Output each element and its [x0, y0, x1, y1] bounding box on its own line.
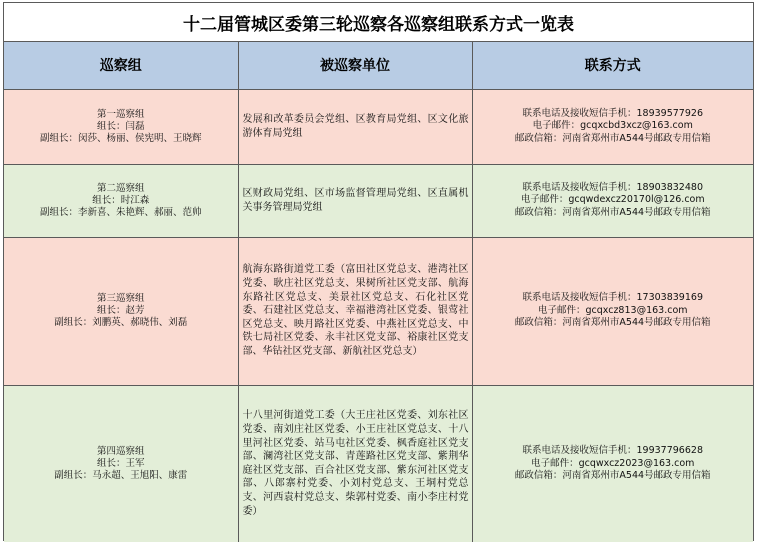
group-cell — [4, 89, 238, 164]
header-contact: 联系方式 — [472, 42, 753, 89]
units-cell: 十八里河街道党工委（大王庄社区党委、刘东社区党委、南刘庄社区党委、小王庄社区党总支、十八里河社区党委、站马屯社区党委、枫香庭社区党支部、澜湾社区党支部、青莲路社区党支部、紫荆华庭社区党支部、百合社区党支部、紫东河社区党支部、八郎寨村党委、小刘村党总支、王垌村党总支、河西袁村党总支、柴郭村党委、南小李庄村党委） — [238, 385, 472, 542]
group-leader: 组长：王军 — [96, 457, 145, 469]
group-deputy: 副组长：马永超、王旭阳、康雷 — [54, 469, 188, 481]
units-cell: 航海东路街道党工委（富田社区党总支、港湾社区党委、耿庄社区党总支、果树所社区党支部、航海东路社区党总支、美景社区党总支、石化社区党委、石建社区党总支、幸福港湾社区党委、银莺社区党总支、映月路社区党委、中燕社区党总支、中铁七局社区党委、永丰社区党支部、裕康社区党支部、华钻社区党支部、新航社区党总支） — [238, 237, 472, 385]
contact-table — [4, 42, 753, 542]
contact-email: 电子邮件：gcqxcz813@163.com — [537, 304, 688, 316]
contact-mailbox: 邮政信箱：河南省郑州市A544号邮政专用信箱 — [514, 470, 711, 481]
contact-table-document — [3, 2, 754, 541]
contact-phone: 联系电话及接收短信手机：17303839169 — [522, 292, 703, 304]
group-leader: 组长：赵芳 — [96, 305, 145, 316]
contact-mailbox: 邮政信箱：河南省郑州市A544号邮政专用信箱 — [514, 132, 711, 144]
table-row — [4, 237, 753, 385]
group-deputy: 副组长：李新喜、朱艳辉、郝丽、范帅 — [39, 206, 202, 218]
group-name: 第二巡察组 — [96, 182, 145, 194]
contact-phone: 联系电话及接收短信手机：19937796628 — [522, 445, 703, 456]
contact-cell — [472, 237, 753, 385]
group-name: 第一巡察组 — [96, 108, 145, 120]
table-row — [4, 89, 753, 164]
table-row — [4, 385, 753, 542]
group-cell — [4, 385, 238, 542]
group-name: 第四巡察组 — [96, 445, 145, 457]
document-title: 十二届管城区委第三轮巡察各巡察组联系方式一览表 — [4, 3, 753, 42]
contact-email: 电子邮件：gcqwxcz2023@163.com — [531, 457, 695, 469]
contact-cell — [472, 164, 753, 237]
contact-email: 电子邮件：gcqwdexcz20170l@126.com — [520, 194, 705, 206]
contact-mailbox: 邮政信箱：河南省郑州市A544号邮政专用信箱 — [514, 206, 711, 218]
group-deputy: 副组长：刘鹏英、郝晓伟、刘磊 — [54, 317, 188, 328]
group-leader: 组长：时江森 — [92, 194, 150, 206]
units-cell: 发展和改革委员会党组、区教育局党组、区文化旅游体育局党组 — [238, 89, 472, 164]
header-units: 被巡察单位 — [238, 42, 472, 89]
contact-cell — [472, 89, 753, 164]
contact-mailbox: 邮政信箱：河南省郑州市A544号邮政专用信箱 — [514, 317, 711, 329]
table-row — [4, 164, 753, 237]
group-name: 第三巡察组 — [96, 293, 145, 304]
contact-cell — [472, 385, 753, 542]
contact-phone: 联系电话及接收短信手机：18903832480 — [522, 181, 703, 193]
table-header-row — [4, 42, 753, 89]
contact-phone: 联系电话及接收短信手机：18939577926 — [522, 107, 703, 119]
group-leader: 组长：闫磊 — [96, 120, 145, 132]
group-deputy: 副组长：闵莎、杨丽、侯宪明、王晓辉 — [39, 132, 202, 144]
group-cell — [4, 164, 238, 237]
units-cell: 区财政局党组、区市场监督管理局党组、区直属机关事务管理局党组 — [238, 164, 472, 237]
header-group: 巡察组 — [4, 42, 238, 89]
contact-email: 电子邮件：gcqxcbd3xcz@163.com — [532, 120, 693, 132]
group-cell — [4, 237, 238, 385]
